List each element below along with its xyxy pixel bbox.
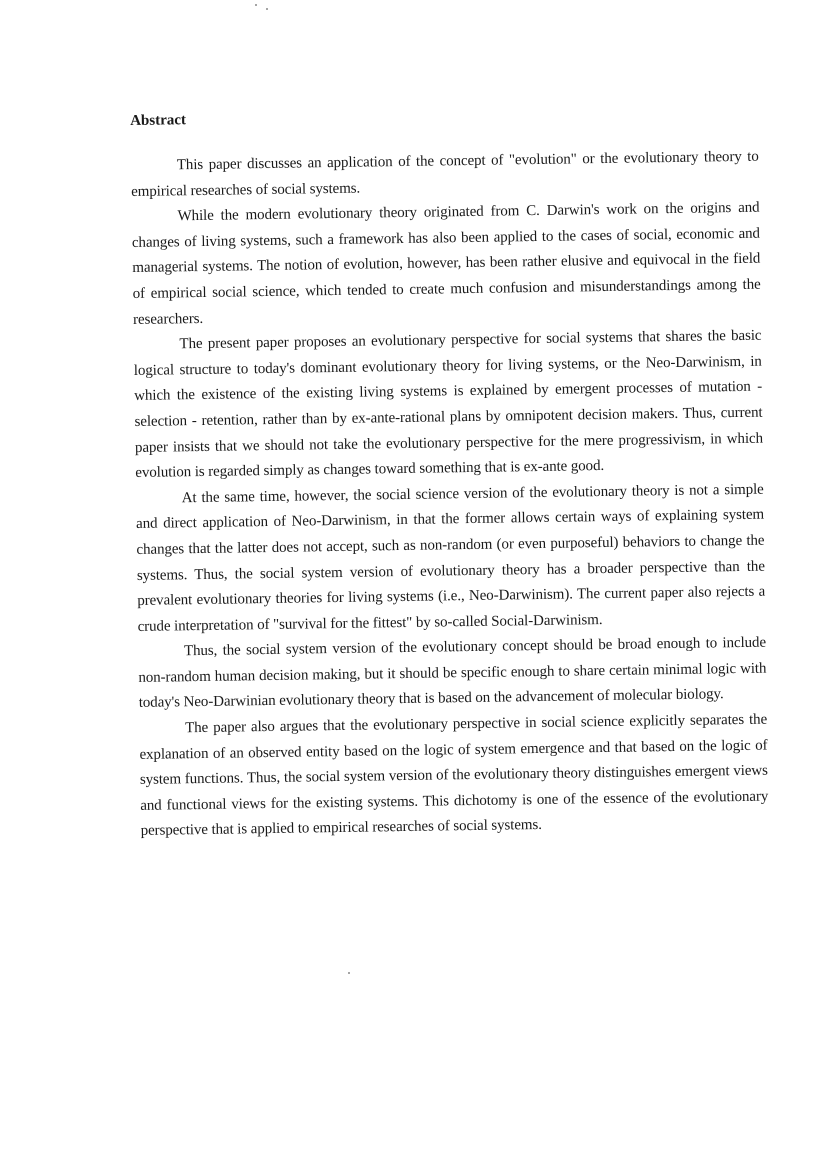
abstract-heading: Abstract — [130, 112, 187, 129]
abstract-paragraph-4: At the same time, however, the social science version of the evolutionary theory is not a simple and direct application of Neo-Darwinism, in that the former allows certain ways of explaining system changes that the latter does not accept, such as non-random (or even purposeful) behaviors to change the systems. Thus, the social system version of evolutionary theory has a broader perspective than the prevalent evolutionary theories for living systems (i.e., Neo-Darwinism). The current paper also rejects a crude interpretation of "survival for the fittest" by so-called Social-Darwinism. — [135, 481, 766, 635]
abstract-paragraph-5: Thus, the social system version of the evolutionary concept should be broad enough to include non-random human decision making, but it should be specific enough to share certain minimal logic with today's Neo-Darwinian evolutionary theory that is based on the advancement of molecular biology. — [138, 634, 767, 712]
scan-speck — [348, 972, 350, 974]
abstract-section — [130, 103, 769, 845]
scan-speck — [266, 8, 268, 10]
abstract-paragraph-3: The present paper proposes an evolutionary perspective for social systems that shares the basic logical structure to today's dominant evolutionary theory for living systems, or the Neo-Darwinism, in which the existence of the existing living systems is explained by emergent processes of mutation - selection - retention, rather than by ex-ante-rational plans by omnipotent decision makers. Thus, current paper insists that we should not take the evolutionary perspective for the mere progressivism, in which evolution is regarded simply as changes toward something that is ex-ante good. — [133, 327, 764, 482]
scan-speck — [255, 4, 257, 6]
abstract-paragraph-6: The paper also argues that the evolutionary perspective in social science explicitly separates the explanation of an observed entity based on the logic of system emergence and that based on the logic of system functions. Thus, the social system version of the evolutionary theory distinguishes emergent views and functional views for the existing systems. This dichotomy is one of the essence of the evolutionary perspective that is applied to empirical researches of social systems. — [139, 711, 769, 840]
abstract-paragraph-1: This paper discusses an application of the concept of "evolution" or the evolutionary theory to empirical researches of social systems. — [131, 148, 759, 200]
abstract-paragraph-2: While the modern evolutionary theory originated from C. Darwin's work on the origins and changes of living systems, such a framework has also been applied to the cases of social, economic and managerial systems. The notion of evolution, however, has been rather elusive and equivocal in the field of empirical social science, which tended to create much confusion and misunderstandings among the researchers. — [131, 199, 761, 328]
